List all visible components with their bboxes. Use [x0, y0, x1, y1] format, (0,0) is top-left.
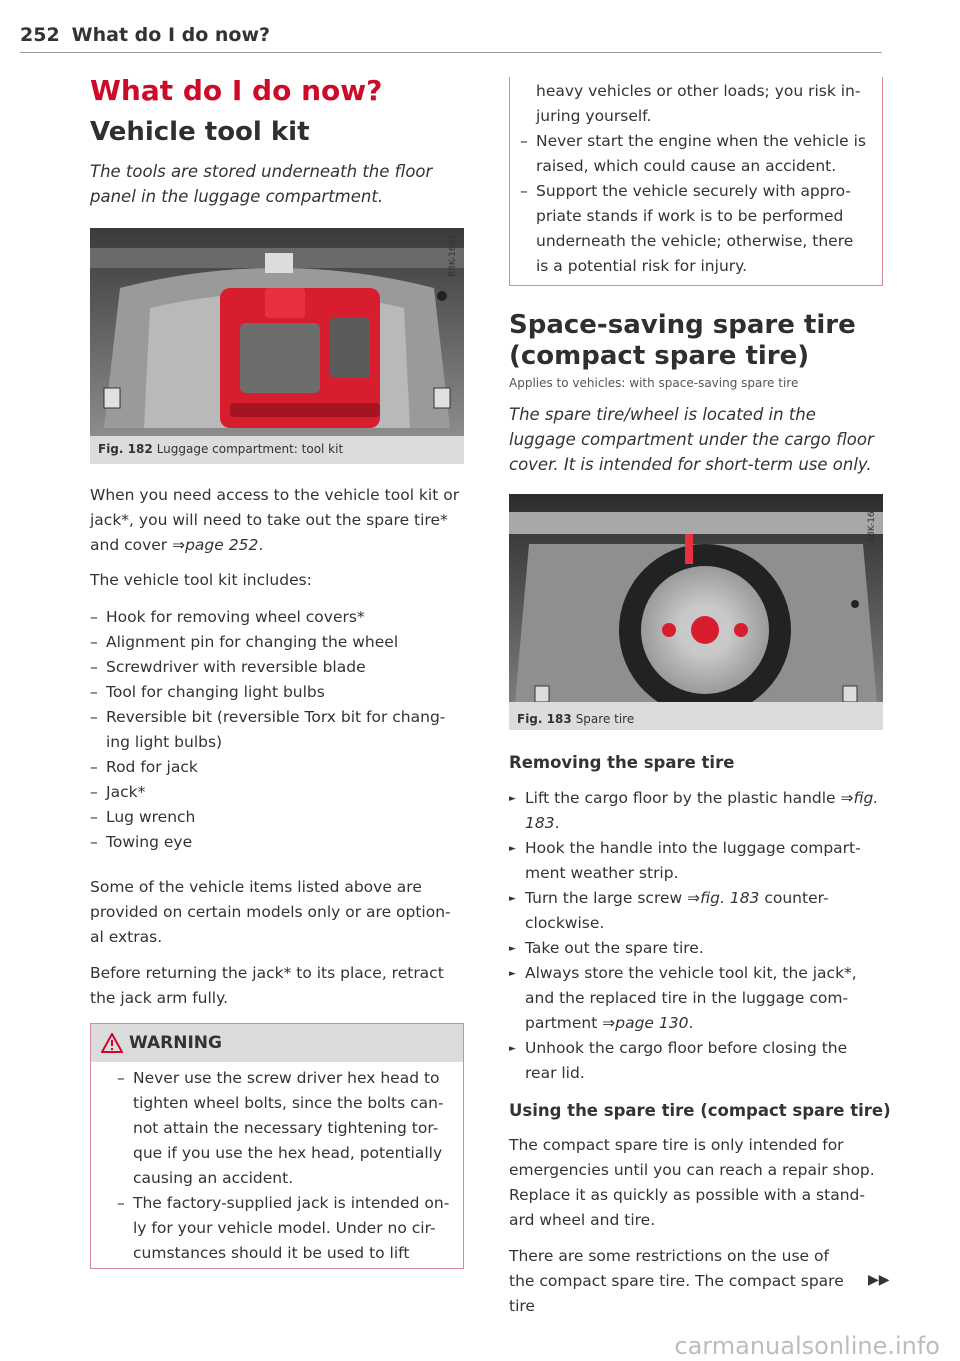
- list-item: – Towing eye: [90, 830, 460, 855]
- warning-box-continued: [509, 77, 883, 286]
- page-header: [20, 24, 270, 46]
- tool-list: [90, 605, 460, 855]
- list-item: – Lug wrench: [90, 805, 460, 830]
- warning-item: – Never use the screw driver hex head to tighten wheel bolts, since the bolts can-not attain the necessary tightening tor-que if you use the hex head, potentially causing an accident.: [117, 1066, 451, 1191]
- step-item: ► Lift the cargo floor by the plastic handle ⇒fig. 183.: [509, 786, 881, 836]
- figure-183-label: Fig. 183: [517, 712, 572, 726]
- running-title: What do I do now?: [71, 24, 271, 46]
- continue-arrow-icon: ▶▶: [868, 1272, 890, 1288]
- optional-items-paragraph: Some of the vehicle items listed above are provided on certain models only or are option-al extras.: [90, 878, 451, 946]
- figure-182-code: B8K-1691: [448, 234, 458, 278]
- warning-item: – Never start the engine when the vehicle is raised, which could cause an accident.: [520, 129, 870, 179]
- warning-title: WARNING: [129, 1033, 222, 1053]
- access-text-end: .: [258, 536, 264, 554]
- page-reference-link[interactable]: ⇒page 252: [172, 536, 259, 554]
- list-item: – Rod for jack: [90, 755, 460, 780]
- includes-intro: The vehicle tool kit includes:: [90, 571, 312, 589]
- access-text: When you need access to the vehicle tool kit or jack*, you will need to take out the spare tire* and cover: [90, 486, 460, 554]
- page-number: 252: [20, 24, 60, 46]
- figure-182-label: Fig. 182: [98, 442, 153, 456]
- using-paragraph-2: There are some restrictions on the use of the compact spare tire. The compact spare tire: [509, 1247, 844, 1315]
- list-item: – Screwdriver with reversible blade: [90, 655, 460, 680]
- figure-reference-link[interactable]: ⇒fig. 183: [525, 789, 879, 832]
- list-item: – Tool for changing light bulbs: [90, 680, 460, 705]
- figure-183-caption: [517, 712, 634, 726]
- chapter-title: What do I do now?: [90, 74, 383, 107]
- page-reference-link[interactable]: ⇒page 130: [602, 1014, 689, 1032]
- tool-kit-lead: The tools are stored underneath the floor panel in the luggage compartment.: [90, 162, 433, 206]
- step-item: ► Hook the handle into the luggage compart-ment weather strip.: [509, 836, 881, 886]
- step-item: ► Take out the spare tire.: [509, 936, 881, 961]
- warning-item: – The factory-supplied jack is intended on-ly for your vehicle model. Under no cir-cumstances should it be used to lift: [117, 1191, 451, 1266]
- step-item: ► Turn the large screw ⇒fig. 183 counter-clockwise.: [509, 886, 881, 936]
- warning-box: [90, 1023, 464, 1269]
- list-item: – Alignment pin for changing the wheel: [90, 630, 460, 655]
- removing-steps: [509, 786, 881, 1086]
- tool-kit-illustration: [90, 228, 464, 436]
- figure-183-caption-text: Spare tire: [575, 712, 635, 726]
- section-title-spare-tire: Space-saving spare tire (compact spare tire): [509, 310, 856, 371]
- section-title-tool-kit: Vehicle tool kit: [90, 117, 310, 147]
- spare-tire-illustration: [509, 494, 883, 702]
- header-rule: [20, 52, 882, 53]
- figure-183-code: B8K-1692: [867, 500, 877, 544]
- tool-kit-access-paragraph: [90, 483, 460, 558]
- applies-note: Applies to vehicles: with space-saving spare tire: [509, 376, 799, 390]
- list-item: – Reversible bit (reversible Torx bit for chang-ing light bulbs): [90, 705, 460, 755]
- warning-item: – Support the vehicle securely with appro-priate stands if work is to be performed underneath the vehicle; otherwise, there is a potential risk for injury.: [520, 179, 870, 279]
- site-watermark: carmanualsonline.info: [674, 1332, 940, 1360]
- warning-continued-text: heavy vehicles or other loads; you risk in-juring yourself.: [536, 82, 861, 125]
- removing-heading: Removing the spare tire: [509, 753, 735, 772]
- figure-182-caption: [98, 442, 343, 456]
- using-paragraph-1: The compact spare tire is only intended for emergencies until you can reach a repair shop. Replace it as quickly as possible with a stand-ard wheel and tire.: [509, 1136, 875, 1229]
- using-heading: Using the spare tire (compact spare tire): [509, 1101, 891, 1120]
- warning-header: [91, 1024, 463, 1062]
- step-item: ► Unhook the cargo floor before closing the rear lid.: [509, 1036, 881, 1086]
- figure-183: [509, 494, 883, 730]
- figure-182: [90, 228, 464, 464]
- spare-tire-lead: The spare tire/wheel is located in the luggage compartment under the cargo floor cover. It is intended for short-term use only.: [509, 405, 874, 474]
- figure-182-caption-text: Luggage compartment: tool kit: [156, 442, 344, 456]
- step-item: ► Always store the vehicle tool kit, the jack*, and the replaced tire in the luggage com-partment ⇒page 130.: [509, 961, 881, 1036]
- warning-triangle-icon: [101, 1033, 123, 1053]
- list-item: – Jack*: [90, 780, 460, 805]
- list-item: – Hook for removing wheel covers*: [90, 605, 460, 630]
- figure-reference-link[interactable]: ⇒fig. 183: [687, 889, 760, 907]
- jack-return-paragraph: Before returning the jack* to its place, retract the jack arm fully.: [90, 964, 444, 1007]
